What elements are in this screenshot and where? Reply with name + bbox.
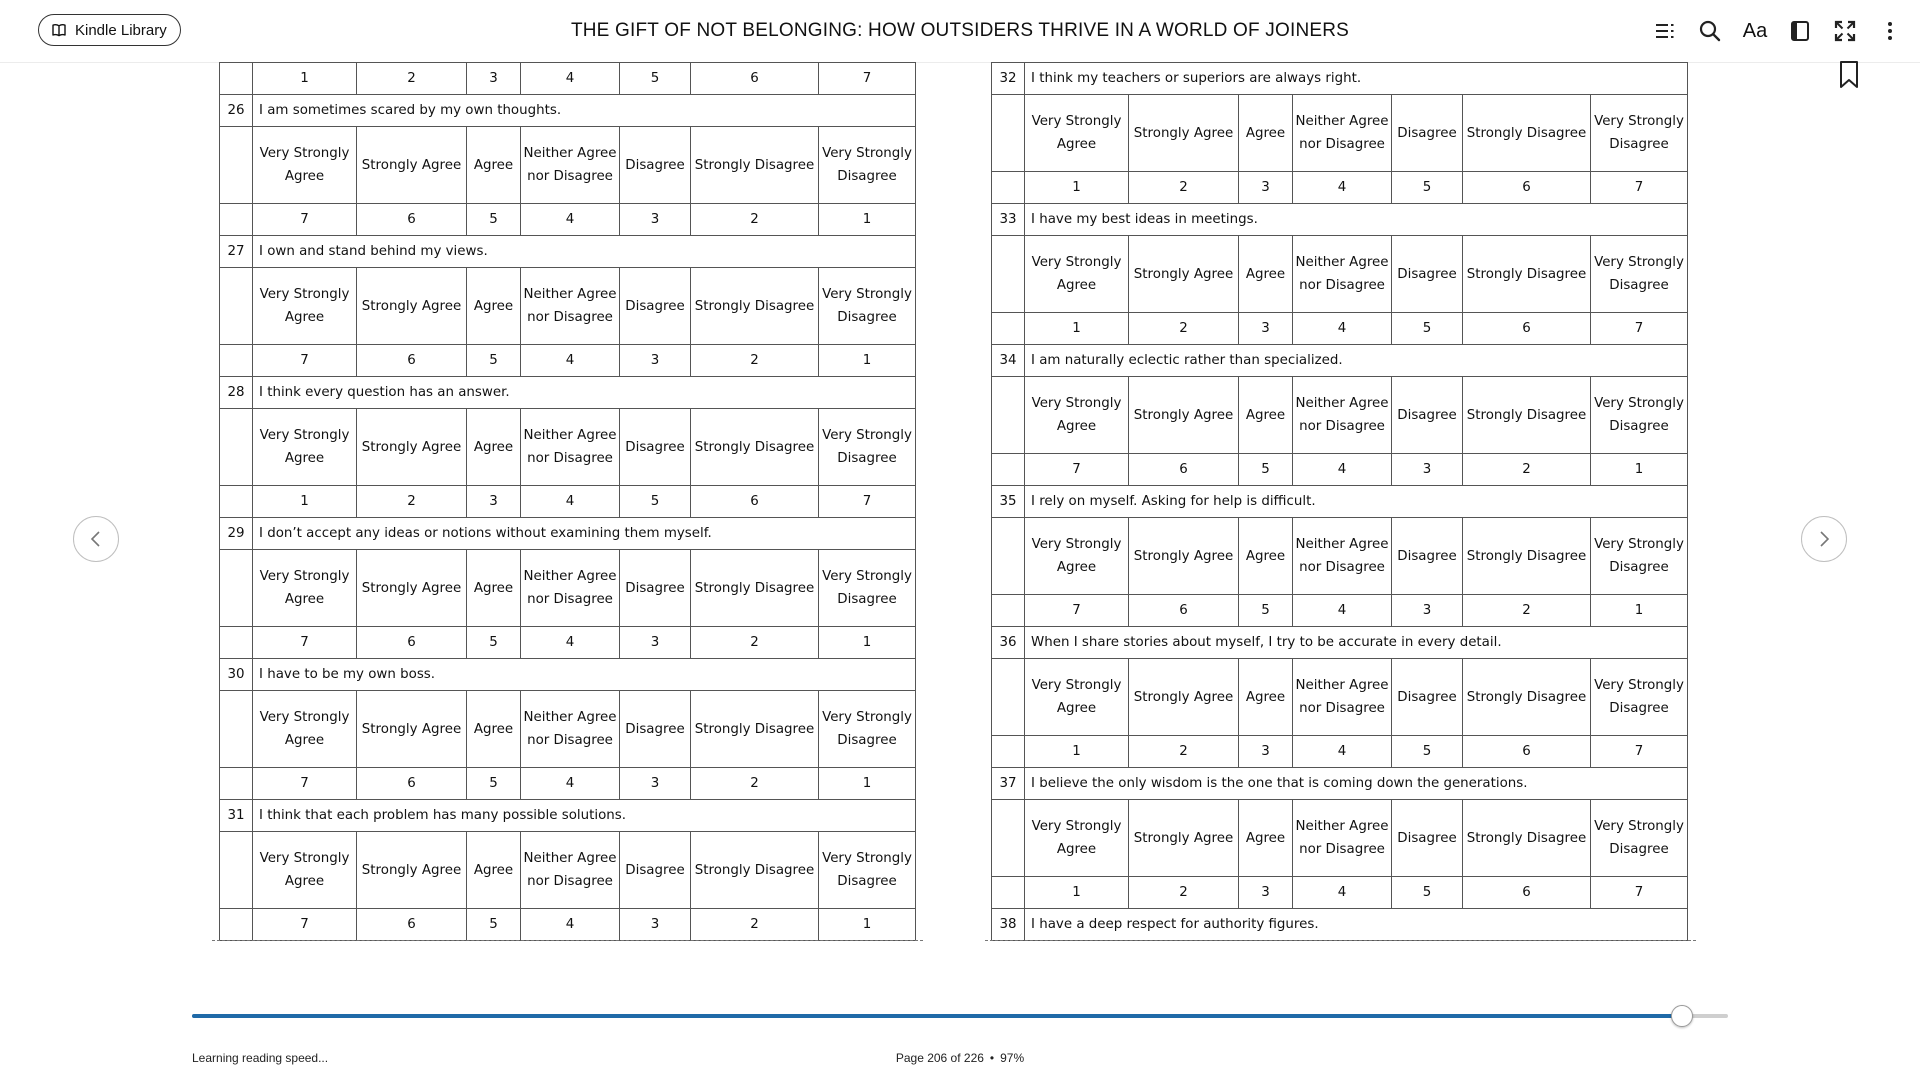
score-cell: 7 (1025, 454, 1129, 486)
options-row (992, 236, 1688, 313)
option-cell: Very Strongly Agree (253, 268, 357, 345)
question-number: 31 (220, 800, 253, 832)
chevron-left-icon (87, 530, 105, 548)
question-number: 37 (992, 768, 1025, 800)
option-cell: Very Strongly Agree (253, 550, 357, 627)
option-cell: Disagree (1392, 377, 1463, 454)
empty-cell (220, 550, 253, 627)
option-cell: Very Strongly Agree (1025, 518, 1129, 595)
score-row (220, 63, 916, 95)
score-cell: 3 (620, 768, 691, 800)
score-cell: 1 (1025, 877, 1129, 909)
score-cell: 6 (1463, 736, 1591, 768)
option-cell: Strongly Disagree (691, 550, 819, 627)
empty-cell (992, 518, 1025, 595)
option-cell: Disagree (1392, 236, 1463, 313)
score-cell: 6 (691, 486, 819, 518)
empty-cell (220, 204, 253, 236)
score-cell: 6 (691, 63, 819, 95)
question-text: I am sometimes scared by my own thoughts. (253, 95, 916, 127)
score-cell: 2 (691, 768, 819, 800)
score-cell: 2 (691, 909, 819, 941)
score-cell: 1 (819, 627, 916, 659)
reading-speed-status: Learning reading speed... (192, 1051, 329, 1065)
option-cell: Neither Agree nor Disagree (521, 550, 620, 627)
option-cell: Strongly Disagree (691, 691, 819, 768)
option-cell: Very Strongly Agree (1025, 377, 1129, 454)
option-cell: Very Strongly Disagree (1591, 377, 1688, 454)
question-row (992, 768, 1688, 800)
bookmark-icon[interactable] (1838, 60, 1860, 90)
score-row (220, 627, 916, 659)
option-cell: Disagree (620, 127, 691, 204)
question-row (992, 909, 1688, 941)
option-cell: Agree (1239, 95, 1293, 172)
reader-header (0, 0, 1920, 63)
empty-cell (992, 736, 1025, 768)
score-cell: 1 (819, 768, 916, 800)
score-cell: 1 (819, 204, 916, 236)
question-number: 29 (220, 518, 253, 550)
options-row (992, 518, 1688, 595)
option-cell: Strongly Disagree (1463, 659, 1591, 736)
option-cell: Agree (467, 409, 521, 486)
option-cell: Agree (1239, 377, 1293, 454)
score-cell: 4 (521, 63, 620, 95)
empty-cell (220, 268, 253, 345)
score-cell: 1 (1025, 172, 1129, 204)
score-cell: 5 (467, 768, 521, 800)
options-row (992, 659, 1688, 736)
score-cell: 4 (521, 486, 620, 518)
option-cell: Agree (467, 127, 521, 204)
score-cell: 7 (1591, 172, 1688, 204)
option-cell: Very Strongly Agree (253, 691, 357, 768)
option-cell: Very Strongly Agree (253, 409, 357, 486)
score-cell: 2 (1129, 172, 1239, 204)
score-cell: 6 (357, 768, 467, 800)
score-row (992, 595, 1688, 627)
score-cell: 1 (253, 486, 357, 518)
question-number: 32 (992, 63, 1025, 95)
option-cell: Agree (1239, 518, 1293, 595)
score-cell: 5 (1392, 172, 1463, 204)
option-cell: Strongly Agree (1129, 800, 1239, 877)
option-cell: Very Strongly Agree (1025, 659, 1129, 736)
right-page (991, 62, 1687, 941)
option-cell: Very Strongly Disagree (819, 127, 916, 204)
question-text: I am naturally eclectic rather than specialized. (1025, 345, 1688, 377)
score-cell: 2 (357, 63, 467, 95)
empty-cell (220, 127, 253, 204)
score-cell: 5 (1392, 313, 1463, 345)
option-cell: Very Strongly Agree (1025, 95, 1129, 172)
option-cell: Strongly Agree (357, 127, 467, 204)
empty-cell (220, 486, 253, 518)
option-cell: Strongly Disagree (1463, 518, 1591, 595)
option-cell: Very Strongly Disagree (819, 691, 916, 768)
options-row (220, 127, 916, 204)
reading-mode-icon (1788, 19, 1812, 43)
option-cell: Neither Agree nor Disagree (521, 832, 620, 909)
score-row (992, 313, 1688, 345)
score-cell: 6 (357, 204, 467, 236)
percent-read: 97% (1000, 1051, 1025, 1065)
book-title: THE GIFT OF NOT BELONGING: HOW OUTSIDERS THRIVE IN A WORLD OF JOINERS (570, 20, 1350, 41)
option-cell: Disagree (620, 409, 691, 486)
question-number: 33 (992, 204, 1025, 236)
option-cell: Very Strongly Agree (253, 127, 357, 204)
option-cell: Strongly Agree (1129, 518, 1239, 595)
option-cell: Agree (1239, 659, 1293, 736)
next-page-button[interactable] (1801, 516, 1847, 562)
reader-toolbar (1650, 16, 1920, 46)
score-cell: 2 (1463, 454, 1591, 486)
score-cell: 6 (357, 909, 467, 941)
reading-mode-button[interactable] (1785, 16, 1815, 46)
score-cell: 6 (1463, 313, 1591, 345)
option-cell: Neither Agree nor Disagree (1293, 377, 1392, 454)
reading-progress-fill (192, 1014, 1682, 1018)
score-cell: 2 (357, 486, 467, 518)
option-cell: Strongly Agree (1129, 659, 1239, 736)
score-row (992, 454, 1688, 486)
empty-cell (220, 63, 253, 95)
score-cell: 4 (1293, 454, 1392, 486)
score-row (992, 736, 1688, 768)
score-cell: 7 (819, 486, 916, 518)
table-of-contents-button[interactable] (1650, 16, 1680, 46)
page-bottom-divider (212, 940, 923, 941)
empty-cell (220, 768, 253, 800)
option-cell: Strongly Disagree (1463, 236, 1591, 313)
chevron-right-icon (1815, 530, 1833, 548)
option-cell: Very Strongly Disagree (1591, 95, 1688, 172)
more-options-button[interactable] (1875, 16, 1905, 46)
score-cell: 3 (1239, 172, 1293, 204)
score-cell: 2 (691, 204, 819, 236)
option-cell: Neither Agree nor Disagree (1293, 95, 1392, 172)
empty-cell (992, 172, 1025, 204)
option-cell: Very Strongly Agree (1025, 800, 1129, 877)
score-cell: 2 (691, 345, 819, 377)
score-cell: 4 (521, 345, 620, 377)
option-cell: Very Strongly Disagree (819, 832, 916, 909)
option-cell: Disagree (620, 550, 691, 627)
options-row (220, 550, 916, 627)
score-cell: 6 (1463, 172, 1591, 204)
option-cell: Very Strongly Disagree (1591, 518, 1688, 595)
score-cell: 1 (253, 63, 357, 95)
option-cell: Strongly Agree (1129, 236, 1239, 313)
score-cell: 5 (467, 204, 521, 236)
options-row (220, 268, 916, 345)
option-cell: Agree (1239, 236, 1293, 313)
question-text: I have to be my own boss. (253, 659, 916, 691)
option-cell: Agree (467, 691, 521, 768)
empty-cell (992, 659, 1025, 736)
empty-cell (992, 877, 1025, 909)
score-cell: 7 (253, 768, 357, 800)
score-cell: 4 (521, 204, 620, 236)
empty-cell (220, 409, 253, 486)
question-number: 35 (992, 486, 1025, 518)
options-row (992, 95, 1688, 172)
separator-dot: • (989, 1051, 995, 1065)
question-text: I don’t accept any ideas or notions without examining them myself. (253, 518, 916, 550)
option-cell: Strongly Disagree (691, 832, 819, 909)
empty-cell (992, 95, 1025, 172)
score-cell: 3 (467, 63, 521, 95)
question-text: I have a deep respect for authority figures. (1025, 909, 1688, 941)
question-number: 38 (992, 909, 1025, 941)
score-cell: 2 (1129, 313, 1239, 345)
question-row (220, 800, 916, 832)
score-cell: 7 (253, 909, 357, 941)
score-cell: 3 (620, 627, 691, 659)
score-cell: 6 (1129, 454, 1239, 486)
score-cell: 5 (1239, 595, 1293, 627)
score-cell: 3 (1392, 595, 1463, 627)
option-cell: Very Strongly Disagree (819, 550, 916, 627)
question-text: I believe the only wisdom is the one that is coming down the generations. (1025, 768, 1688, 800)
page-location (0, 1051, 1920, 1065)
question-text: I have my best ideas in meetings. (1025, 204, 1688, 236)
score-cell: 7 (253, 204, 357, 236)
score-row (220, 768, 916, 800)
score-cell: 7 (1591, 313, 1688, 345)
question-number: 26 (220, 95, 253, 127)
option-cell: Strongly Agree (357, 268, 467, 345)
empty-cell (992, 313, 1025, 345)
score-cell: 3 (620, 909, 691, 941)
score-cell: 7 (819, 63, 916, 95)
option-cell: Very Strongly Disagree (819, 409, 916, 486)
option-cell: Disagree (1392, 800, 1463, 877)
question-number: 28 (220, 377, 253, 409)
question-row (220, 95, 916, 127)
score-cell: 6 (1463, 877, 1591, 909)
survey-table-right (991, 62, 1688, 941)
option-cell: Strongly Agree (357, 832, 467, 909)
score-cell: 5 (467, 627, 521, 659)
question-row (992, 486, 1688, 518)
page-info: Page 206 of 226 (895, 1051, 984, 1065)
score-cell: 3 (1239, 877, 1293, 909)
score-cell: 5 (1392, 736, 1463, 768)
option-cell: Disagree (620, 691, 691, 768)
font-settings-button[interactable] (1740, 16, 1770, 46)
score-cell: 3 (1239, 313, 1293, 345)
page-bottom-divider (985, 940, 1696, 941)
option-cell: Disagree (1392, 95, 1463, 172)
option-cell: Very Strongly Disagree (1591, 659, 1688, 736)
table-of-contents-icon (1653, 19, 1677, 43)
score-cell: 4 (521, 768, 620, 800)
score-row (992, 172, 1688, 204)
score-cell: 7 (253, 627, 357, 659)
score-cell: 4 (521, 909, 620, 941)
empty-cell (992, 800, 1025, 877)
empty-cell (992, 454, 1025, 486)
score-cell: 5 (620, 486, 691, 518)
score-row (220, 909, 916, 941)
question-text: I think my teachers or superiors are always right. (1025, 63, 1688, 95)
question-number: 34 (992, 345, 1025, 377)
score-cell: 3 (1392, 454, 1463, 486)
left-page (219, 62, 915, 941)
option-cell: Very Strongly Agree (1025, 236, 1129, 313)
score-cell: 1 (1025, 313, 1129, 345)
option-cell: Very Strongly Agree (253, 832, 357, 909)
empty-cell (220, 691, 253, 768)
option-cell: Neither Agree nor Disagree (521, 409, 620, 486)
more-options-icon (1878, 19, 1902, 43)
fullscreen-icon (1833, 19, 1857, 43)
empty-cell (992, 236, 1025, 313)
question-number: 27 (220, 236, 253, 268)
options-row (992, 377, 1688, 454)
score-cell: 7 (1025, 595, 1129, 627)
option-cell: Strongly Disagree (691, 268, 819, 345)
score-cell: 2 (1463, 595, 1591, 627)
score-cell: 1 (1591, 595, 1688, 627)
option-cell: Strongly Disagree (691, 409, 819, 486)
option-cell: Neither Agree nor Disagree (1293, 659, 1392, 736)
score-cell: 5 (620, 63, 691, 95)
score-cell: 1 (1025, 736, 1129, 768)
empty-cell (220, 832, 253, 909)
question-row (992, 627, 1688, 659)
score-cell: 2 (1129, 736, 1239, 768)
option-cell: Agree (467, 550, 521, 627)
option-cell: Agree (467, 832, 521, 909)
search-button[interactable] (1695, 16, 1725, 46)
score-row (992, 877, 1688, 909)
option-cell: Neither Agree nor Disagree (521, 268, 620, 345)
search-icon (1698, 19, 1722, 43)
question-row (220, 518, 916, 550)
options-row (992, 800, 1688, 877)
kindle-library-label: Kindle Library (75, 21, 167, 39)
score-row (220, 486, 916, 518)
question-text: I own and stand behind my views. (253, 236, 916, 268)
option-cell: Strongly Agree (1129, 95, 1239, 172)
score-cell: 7 (1591, 736, 1688, 768)
option-cell: Neither Agree nor Disagree (521, 691, 620, 768)
empty-cell (220, 909, 253, 941)
option-cell: Very Strongly Disagree (1591, 800, 1688, 877)
option-cell: Strongly Agree (357, 691, 467, 768)
question-number: 30 (220, 659, 253, 691)
option-cell: Very Strongly Disagree (1591, 236, 1688, 313)
option-cell: Disagree (1392, 518, 1463, 595)
question-row (220, 377, 916, 409)
option-cell: Very Strongly Disagree (819, 268, 916, 345)
score-cell: 7 (1591, 877, 1688, 909)
option-cell: Disagree (620, 832, 691, 909)
score-cell: 4 (1293, 313, 1392, 345)
option-cell: Disagree (620, 268, 691, 345)
options-row (220, 691, 916, 768)
score-cell: 6 (357, 345, 467, 377)
score-cell: 2 (1129, 877, 1239, 909)
score-cell: 5 (1239, 454, 1293, 486)
score-cell: 1 (819, 909, 916, 941)
options-row (220, 409, 916, 486)
question-row (220, 659, 916, 691)
question-number: 36 (992, 627, 1025, 659)
option-cell: Strongly Agree (1129, 377, 1239, 454)
score-cell: 7 (253, 345, 357, 377)
question-text: I think every question has an answer. (253, 377, 916, 409)
survey-table-left (219, 62, 916, 941)
score-cell: 6 (357, 627, 467, 659)
score-cell: 5 (1392, 877, 1463, 909)
font-settings-icon: Aa (1742, 19, 1768, 42)
score-cell: 5 (467, 345, 521, 377)
score-cell: 4 (521, 627, 620, 659)
score-cell: 3 (620, 204, 691, 236)
score-cell: 3 (1239, 736, 1293, 768)
empty-cell (992, 595, 1025, 627)
score-cell: 3 (620, 345, 691, 377)
option-cell: Strongly Disagree (691, 127, 819, 204)
score-cell: 4 (1293, 595, 1392, 627)
score-cell: 4 (1293, 736, 1392, 768)
score-cell: 1 (819, 345, 916, 377)
option-cell: Neither Agree nor Disagree (1293, 800, 1392, 877)
fullscreen-button[interactable] (1830, 16, 1860, 46)
score-cell: 4 (1293, 172, 1392, 204)
option-cell: Strongly Disagree (1463, 95, 1591, 172)
reading-progress-slider[interactable] (192, 1014, 1728, 1018)
option-cell: Strongly Agree (357, 409, 467, 486)
option-cell: Neither Agree nor Disagree (521, 127, 620, 204)
score-row (220, 345, 916, 377)
empty-cell (220, 345, 253, 377)
score-cell: 1 (1591, 454, 1688, 486)
question-row (992, 204, 1688, 236)
score-cell: 6 (1129, 595, 1239, 627)
option-cell: Strongly Agree (357, 550, 467, 627)
score-cell: 2 (691, 627, 819, 659)
previous-page-button[interactable] (73, 516, 119, 562)
score-cell: 4 (1293, 877, 1392, 909)
options-row (220, 832, 916, 909)
option-cell: Agree (1239, 800, 1293, 877)
option-cell: Disagree (1392, 659, 1463, 736)
option-cell: Neither Agree nor Disagree (1293, 236, 1392, 313)
score-row (220, 204, 916, 236)
score-cell: 3 (467, 486, 521, 518)
option-cell: Neither Agree nor Disagree (1293, 518, 1392, 595)
empty-cell (992, 377, 1025, 454)
option-cell: Strongly Disagree (1463, 377, 1591, 454)
question-row (992, 345, 1688, 377)
reading-progress-handle[interactable] (1671, 1005, 1693, 1027)
question-text: I think that each problem has many possible solutions. (253, 800, 916, 832)
question-row (220, 236, 916, 268)
option-cell: Agree (467, 268, 521, 345)
empty-cell (220, 627, 253, 659)
option-cell: Strongly Disagree (1463, 800, 1591, 877)
question-text: When I share stories about myself, I try to be accurate in every detail. (1025, 627, 1688, 659)
question-text: I rely on myself. Asking for help is difficult. (1025, 486, 1688, 518)
question-row (992, 63, 1688, 95)
score-cell: 5 (467, 909, 521, 941)
